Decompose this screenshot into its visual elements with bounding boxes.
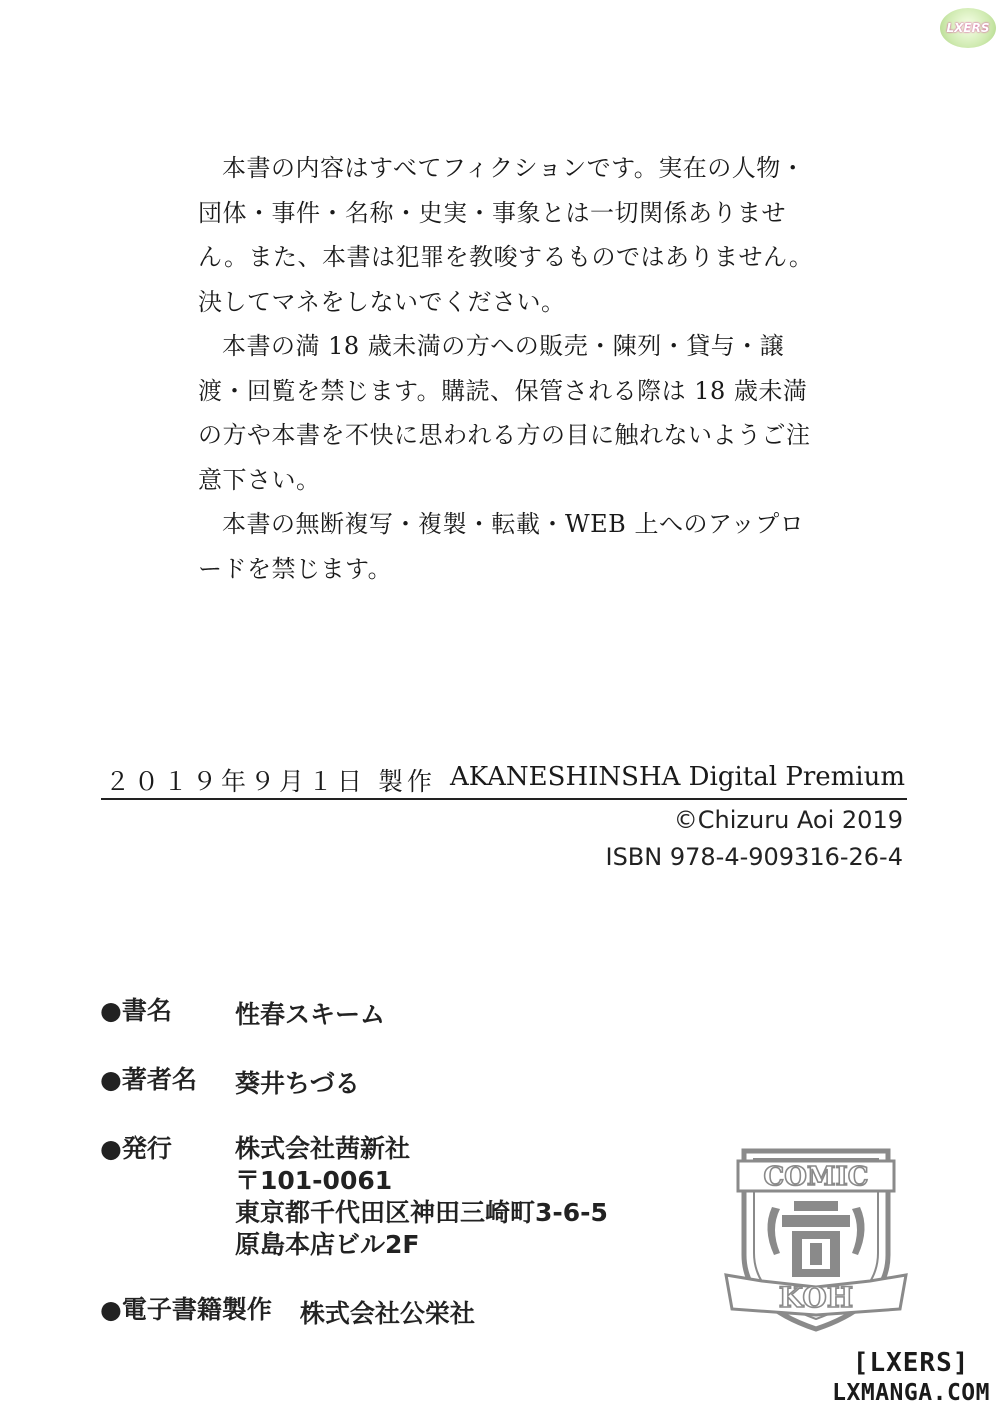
notice-paragraph-copy-prohibition: 本書の無断複写・複製・転載・WEB 上へのアップロードを禁じます。 <box>198 510 805 583</box>
crest-top-text: COMIC <box>763 1162 869 1192</box>
site-watermark <box>832 1348 990 1408</box>
corner-logo-badge <box>940 8 996 48</box>
ebook-production-value: 株式会社公栄社 <box>299 1299 475 1328</box>
watermark-line-1: [LXERS] <box>852 1348 970 1378</box>
detail-row-ebook-production <box>100 1294 608 1330</box>
notice-paragraph-age-restriction: 本書の満 18 歳未満の方への販売・陳列・貸与・譲渡・回覧を禁じます。購読、保管される際は 18 歳未満の方や本書を不快に思われる方の目に触れないようご注意下さい。 <box>198 332 811 494</box>
colophon-header <box>101 760 907 800</box>
author-label: ●著者名 <box>100 1065 197 1094</box>
publisher-name: 株式会社茜新社 <box>235 1134 411 1163</box>
legal-notice <box>198 146 818 591</box>
detail-row-author <box>100 1064 608 1100</box>
notice-paragraph-fiction: 本書の内容はすべてフィクションです。実在の人物・団体・事件・名称・史実・事象とは一切関係ありません。また、本書は犯罪を教唆するものではありません。 <box>198 154 814 271</box>
watermark-line-2: LXMANGA.COM <box>832 1380 990 1406</box>
publisher-address: 東京都千代田区神田三崎町3-6-5 <box>235 1198 608 1227</box>
publisher-label: ●発行 <box>100 1134 172 1163</box>
isbn-line: ISBN 978-4-909316-26-4 <box>605 843 903 871</box>
detail-row-title <box>100 995 608 1031</box>
title-label: ●書名 <box>100 996 172 1025</box>
imprint-name: AKANESHINSHA Digital Premium <box>449 762 905 792</box>
detail-row-publisher <box>100 1133 608 1261</box>
production-date: ２０１９年９月１日 製作 <box>105 767 436 796</box>
copyright-line: ©Chizuru Aoi 2019 <box>673 806 903 834</box>
comic-koh-crest-logo <box>722 1137 910 1337</box>
book-details <box>100 995 608 1330</box>
publisher-value <box>235 1133 608 1261</box>
corner-logo-text: LXERS <box>946 21 990 35</box>
notice-paragraph-no-imitation: 決してマネをしないでください。 <box>198 287 566 316</box>
publisher-building: 原島本店ビル2F <box>235 1230 420 1259</box>
publisher-postal-code: 〒101-0061 <box>235 1166 393 1195</box>
title-value: 性春スキーム <box>235 1000 386 1029</box>
author-value: 葵井ちづる <box>235 1069 360 1098</box>
ebook-production-label: ●電子書籍製作 <box>100 1295 272 1324</box>
crest-bottom-text: KOH <box>778 1281 854 1314</box>
